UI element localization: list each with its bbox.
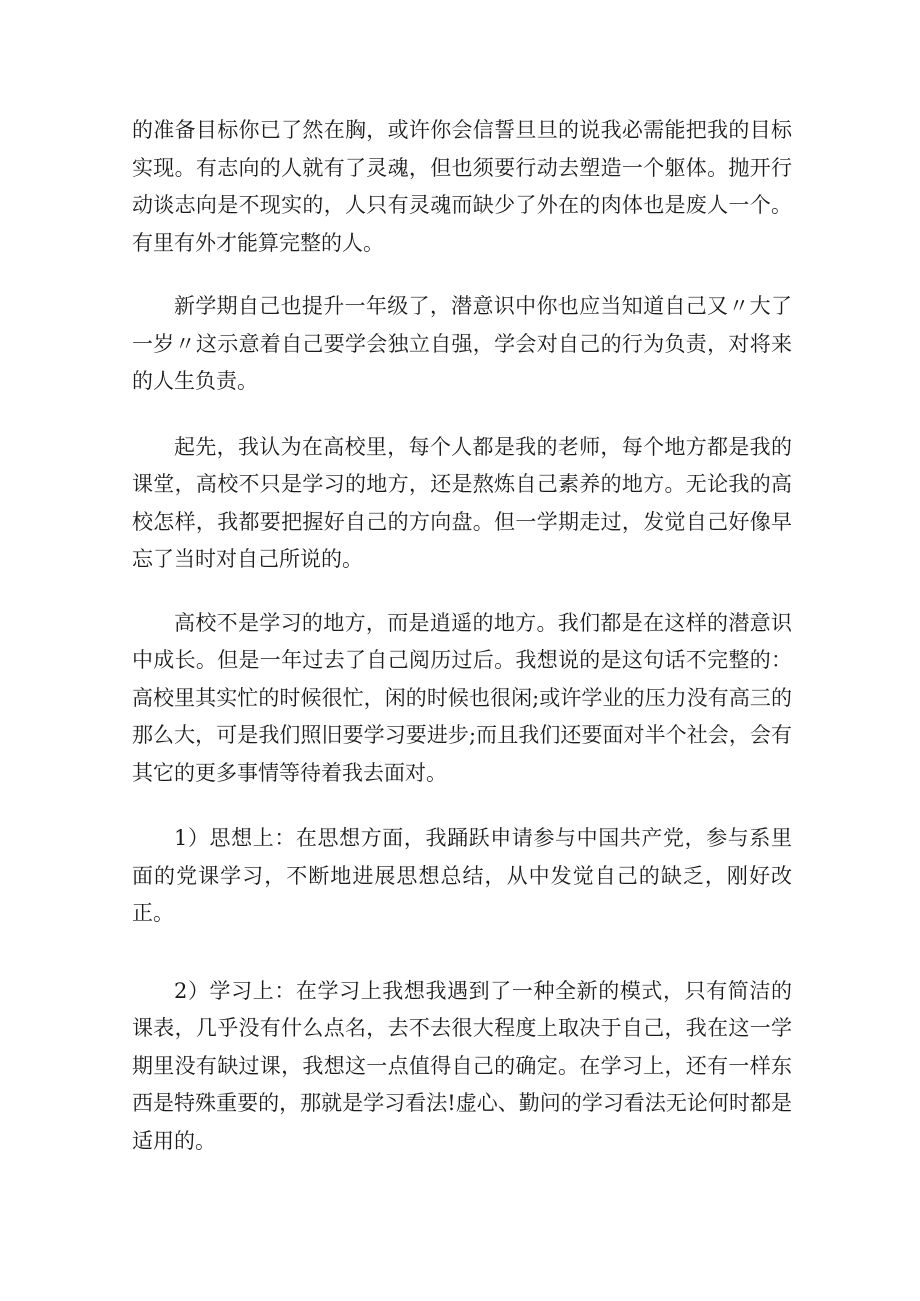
paragraph-1-continuation: 的准备目标你已了然在胸，或许你会信誓旦旦的说我必需能把我的目标实现。有志向的人就有了灵魂，但也须要行动去塑造一个躯体。抛开行动谈志向是不现实的，人只有灵魂而缺少了外在的肉体也是废人一个。有里有外才能算完整的人。 bbox=[132, 118, 792, 255]
paragraph-at-first: 起先，我认为在高校里，每个人都是我的老师，每个地方都是我的课堂，高校不只是学习的地方，还是熬炼自己素养的地方。无论我的高校怎样，我都要把握好自己的方向盘。但一学期走过，发觉自己好像早忘了当时对自己所说的。 bbox=[132, 434, 792, 571]
document-page bbox=[132, 112, 792, 1160]
paragraph-ideology: 1）思想上：在思想方面，我踊跃申请参与中国共产党，参与系里面的党课学习，不断地进展思想总结，从中发觉自己的缺乏，刚好改正。 bbox=[132, 826, 792, 925]
paragraph-study: 2）学习上：在学习上我想我遇到了一种全新的模式，只有简洁的课表，几乎没有什么点名，去不去很大程度上取决于自己，我在这一学期里没有缺过课，我想这一点值得自己的确定。在学习上，还有一样东西是特殊重要的，那就是学习看法!虚心、勤问的学习看法无论何时都是适用的。 bbox=[132, 978, 792, 1153]
paragraph-new-semester: 新学期自己也提升一年级了，潜意识中你也应当知道自己又〃大了一岁〃这示意着自己要学会独立自强，学会对自己的行为负责，对将来的人生负责。 bbox=[132, 294, 792, 393]
paragraph-university-not-study: 高校不是学习的地方，而是逍遥的地方。我们都是在这样的潜意识中成长。但是一年过去了自己阅历过后。我想说的是这句话不完整的：高校里其实忙的时候很忙，闲的时候也很闲;或许学业的压力没有高三的那么大，可是我们照旧要学习要进步;而且我们还要面对半个社会，会有其它的更多事情等待着我去面对。 bbox=[132, 610, 792, 785]
